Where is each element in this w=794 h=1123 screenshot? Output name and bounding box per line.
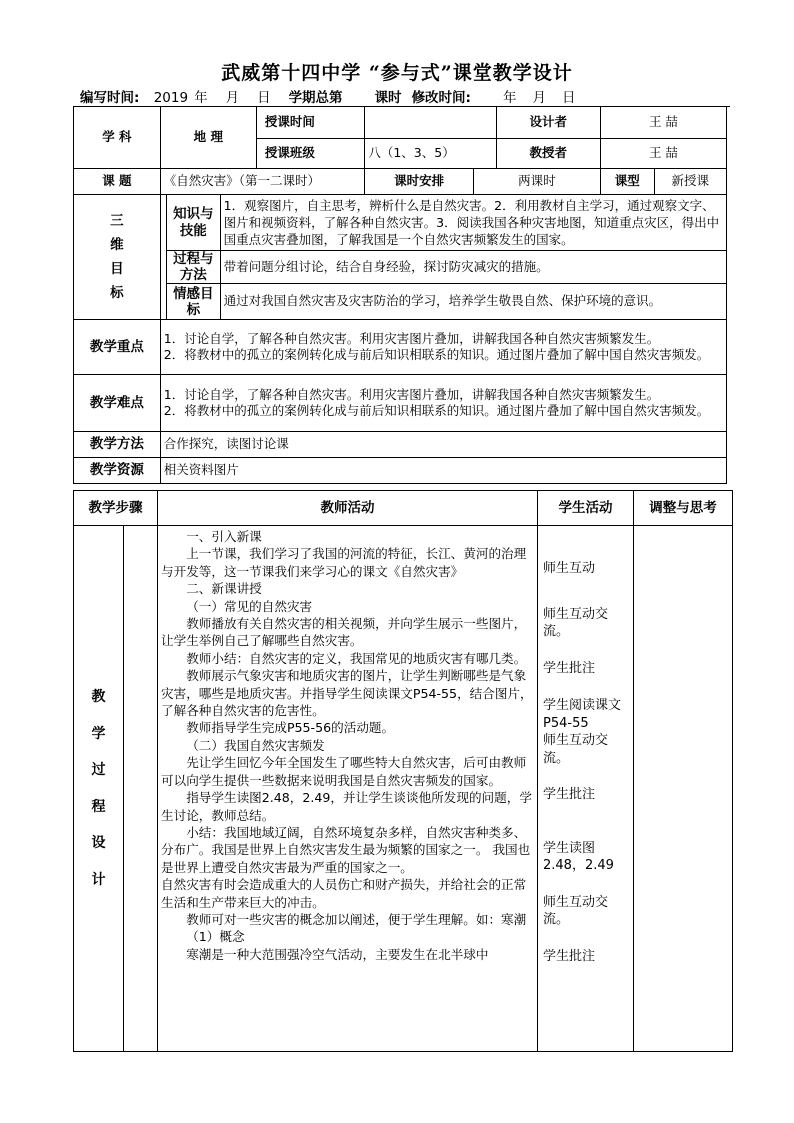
student-activity-header: 学生活动 [538, 491, 634, 526]
process-goal-label: 过程与方法 [166, 251, 220, 284]
resource-label: 教学资源 [74, 458, 161, 484]
time-label: 授课时间 [256, 107, 364, 139]
resource-value: 相关资料图片 [160, 458, 726, 484]
process-goal-text: 带着问题分组讨论，结合自身经验，探讨防灾减灾的措施。 [220, 251, 726, 284]
emotion-label: 情感目标 [166, 284, 220, 320]
difficult-points-label: 教学难点 [74, 375, 161, 432]
teacher-value: 王 喆 [600, 139, 726, 169]
step-header: 教学步骤 [74, 491, 158, 526]
student-activity: 师生互动 师生互动交流。 学生批注 学生阅读课文P54-55 师生互动交流。 学生批注 学生读图2.48，2.49 师生互动交流。 学生批注 [538, 526, 634, 1052]
process-step-label: 教 学 过 程 设 计 [74, 526, 124, 1052]
term-label: 学期总第 [288, 90, 343, 106]
year-unit: 年 [194, 90, 208, 106]
process-spacer [124, 526, 158, 1052]
day-unit: 日 [257, 90, 271, 106]
topic-label: 课 题 [74, 169, 161, 195]
hours-label: 课时安排 [365, 169, 473, 195]
adjust-header: 调整与思考 [634, 491, 733, 526]
meta-line [80, 86, 730, 107]
key-points-text: 1．讨论自学，了解各种自然灾害。利用灾害图片叠加，讲解我国各种自然灾害频繁发生。 2．将教材中的孤立的案例转化成与前后知识相联系的知识。通过图片叠加了解中国自然灾害频发。 [160, 320, 726, 375]
teacher-activity: 一、引入新课 上一节课，我们学习了我国的河流的特征，长江、黄河的治理与开发等，这一节课我们来学习心的课文《自然灾害》 二、新课讲授 （一）常见的自然灾害 教师播放有关自然灾害的相关视频，并向学生展示一些图片，让学生举例自己了解哪些自然灾害。 教师小结：自然灾害的定义，我国常见的地质灾害有哪几类。 教师展示气象灾害和地质灾害的图片，让学生判断哪些是气象灾害，哪些是地质灾害。并指导学生阅读课文P54-55，结合图片，了解各种自然灾害的危害性。 教师指导学生完成P55-56的活动题。 （二）我国自然灾害频发 先让学生回忆今年全国发生了哪些特大自然灾害，后可由教师可以向学生提供一些数据来说明我国是自然灾害频发的国家。 指导学生读图2.48，2.49，并让学生谈谈他所发现的问题，学生讨论，教师总结。 小结：我国地域辽阔，自然环境复杂多样，自然灾害种类多、分布广。我国是世界上自然灾害发生最为频繁的国家之一。 我国也是世界上遭受自然灾害最为严重的国家之一。 自然灾害有时会造成重大的人员伤亡和财产损失，并给社会的正常生活和生产带来巨大的冲击。 教师可对一些灾害的概念加以阐述，便于学生理解。如：寒潮 （1）概念 寒潮是一种大范围强冷空气活动，主要发生在北半球中 [158, 526, 538, 1052]
revise-day-unit: 日 [561, 90, 576, 106]
write-time-label: 编写时间: [80, 90, 140, 106]
revise-month-unit: 月 [532, 90, 546, 106]
period-label: 课时 [374, 90, 402, 106]
method-label: 教学方法 [74, 432, 161, 458]
knowledge-label: 知识与技能 [166, 195, 220, 251]
info-table [73, 106, 727, 484]
subject-label: 学 科 [74, 107, 161, 169]
emotion-text: 通过对我国自然灾害及灾害防治的学习，培养学生敬畏自然、保护环境的意识。 [220, 284, 726, 320]
type-value: 新授课 [654, 169, 726, 195]
goals-label: 三 维 目 标 [74, 195, 161, 320]
document-title: 武威第十四中学 “参与式”课堂教学设计 [221, 62, 573, 84]
hours-value: 两课时 [473, 169, 600, 195]
teacher-label: 教授者 [496, 139, 600, 169]
class-label: 授课班级 [256, 139, 364, 169]
class-value: 八（1、3、5） [365, 139, 496, 169]
revise-label: 修改时间: [411, 90, 471, 106]
process-table [73, 490, 733, 1052]
designer-value: 王 喆 [600, 107, 726, 139]
revise-year-unit: 年 [502, 90, 517, 106]
time-value [365, 107, 496, 139]
teacher-activity-header: 教师活动 [158, 491, 538, 526]
method-value: 合作探究，读图讨论课 [160, 432, 726, 458]
designer-label: 设计者 [496, 107, 600, 139]
subject-value: 地 理 [160, 107, 256, 169]
knowledge-text: 1．观察图片，自主思考，辨析什么是自然灾害。2．利用教材自主学习，通过观察文字、图片和视频资料，了解各种自然灾害。3．阅读我国各种灾害地图，知道重点灾区，得出中国重点灾害叠加图，了解我国是一个自然灾害频繁发生的国家。 [220, 195, 726, 251]
adjust-cell [634, 526, 733, 1052]
difficult-points-text: 1．讨论自学，了解各种自然灾害。利用灾害图片叠加，讲解我国各种自然灾害频繁发生。 2．将教材中的孤立的案例转化成与前后知识相联系的知识。通过图片叠加了解中国自然灾害频发。 [160, 375, 726, 432]
key-points-label: 教学重点 [74, 320, 161, 375]
topic-value: 《自然灾害》（第一二课时） [160, 169, 365, 195]
write-year: 2019 [153, 90, 189, 106]
month-unit: 月 [225, 90, 240, 106]
type-label: 课型 [600, 169, 654, 195]
